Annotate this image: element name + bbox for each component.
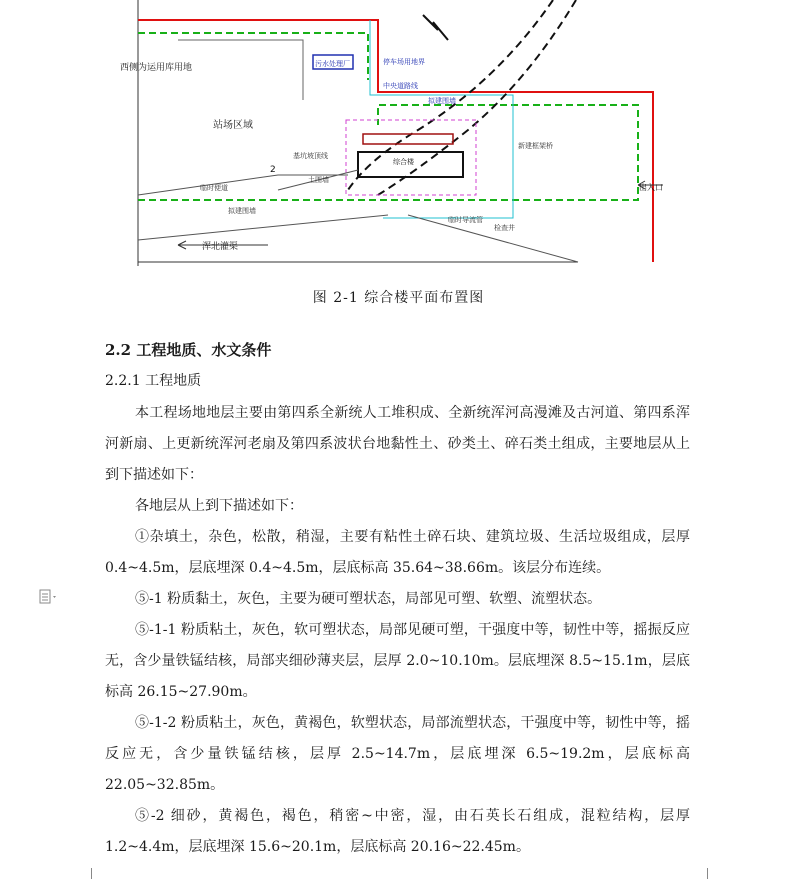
central-road-label: 中央道路线 bbox=[383, 82, 418, 90]
bridge-label: 新建框架桥 bbox=[518, 142, 553, 150]
channel-label: 浑北灌渠 bbox=[202, 242, 239, 252]
parking-label: 停车场用地界 bbox=[383, 58, 425, 66]
demolish-wall-top-label: 拟建围墙 bbox=[428, 97, 456, 105]
exit-label: 出入口 bbox=[639, 183, 663, 192]
section-heading: 2.2 工程地质、水文条件 bbox=[105, 341, 272, 359]
paragraph-layers-intro: 各地层从上到下描述如下： bbox=[135, 498, 303, 514]
section-label: 2 bbox=[270, 165, 276, 175]
subsection-heading: 2.2.1 工程地质 bbox=[105, 373, 202, 389]
figure-caption: 图 2-1 综合楼平面布置图 bbox=[312, 290, 485, 306]
paragraph-layer-5-1: ⑤-1 粉质黏土，灰色，主要为硬可塑状态，局部见可塑、软塑、流塑状态。 bbox=[135, 591, 602, 607]
guide-pipe-label: 临时导流管 bbox=[448, 216, 483, 224]
station-area-label: 站场区域 bbox=[213, 120, 253, 131]
paragraph-layer-1: ①杂填土，杂色，松散，稍湿，主要有粘性土碎石块、建筑垃圾、生活垃圾组成，层厚 0.4~4.5m，层底埋深 0.4~4.5m，层底标高 35.64~38.66m。该层分布连续。 bbox=[105, 529, 690, 576]
foundation-line-label: 基坑坡顶线 bbox=[293, 152, 328, 160]
sewage-plant-label: 污水处理厂 bbox=[315, 60, 350, 68]
soil-wall-label: 土围墙 bbox=[308, 176, 329, 184]
paragraph-layer-5-1-1: ⑤-1-1 粉质粘土，灰色，软可塑状态，局部见硬可塑，干强度中等，韧性中等，摇振反应无，含少量铁锰结核，局部夹细砂薄夹层，层厚 2.0~10.10m。层底埋深 8.5~15.1m，层底标高 26.15~27.90m。 bbox=[105, 622, 690, 700]
temp-road-label: 临时便道 bbox=[200, 184, 228, 192]
manhole-label: 检查井 bbox=[494, 224, 515, 232]
paragraph-intro: 本工程场地地层主要由第四系全新统人工堆积成、全新统浑河高漫滩及古河道、第四系浑河新扇、上更新统浑河老扇及第四系波状台地黏性土、砂类土、碎石类土组成，主要地层从上到下描述如下： bbox=[105, 405, 690, 483]
west-side-label: 西侧为运用库用地 bbox=[120, 63, 193, 73]
margin-mark-right bbox=[707, 868, 708, 879]
building-label: 综合楼 bbox=[393, 158, 414, 166]
paragraph-layer-5-2: ⑤-2 细砂，黄褐色，褐色，稍密~中密，湿，由石英长石组成，混粒结构，层厚 1.2~4.4m，层底埋深 15.6~20.1m，层底标高 20.16~22.45m。 bbox=[105, 808, 690, 855]
demolish-wall-bottom-label: 拟建围墙 bbox=[228, 207, 256, 215]
paragraph-layer-5-1-2: ⑤-1-2 粉质粘土，灰色，黄褐色，软塑状态，局部流塑状态，干强度中等，韧性中等，摇反应无，含少量铁锰结核，层厚 2.5~14.7m，层底埋深 6.5~19.2m，层底标高 22.05~32.85m。 bbox=[105, 715, 690, 793]
margin-mark-left bbox=[91, 868, 92, 879]
site-plan-figure bbox=[118, 0, 663, 266]
document-icon[interactable] bbox=[38, 589, 60, 605]
